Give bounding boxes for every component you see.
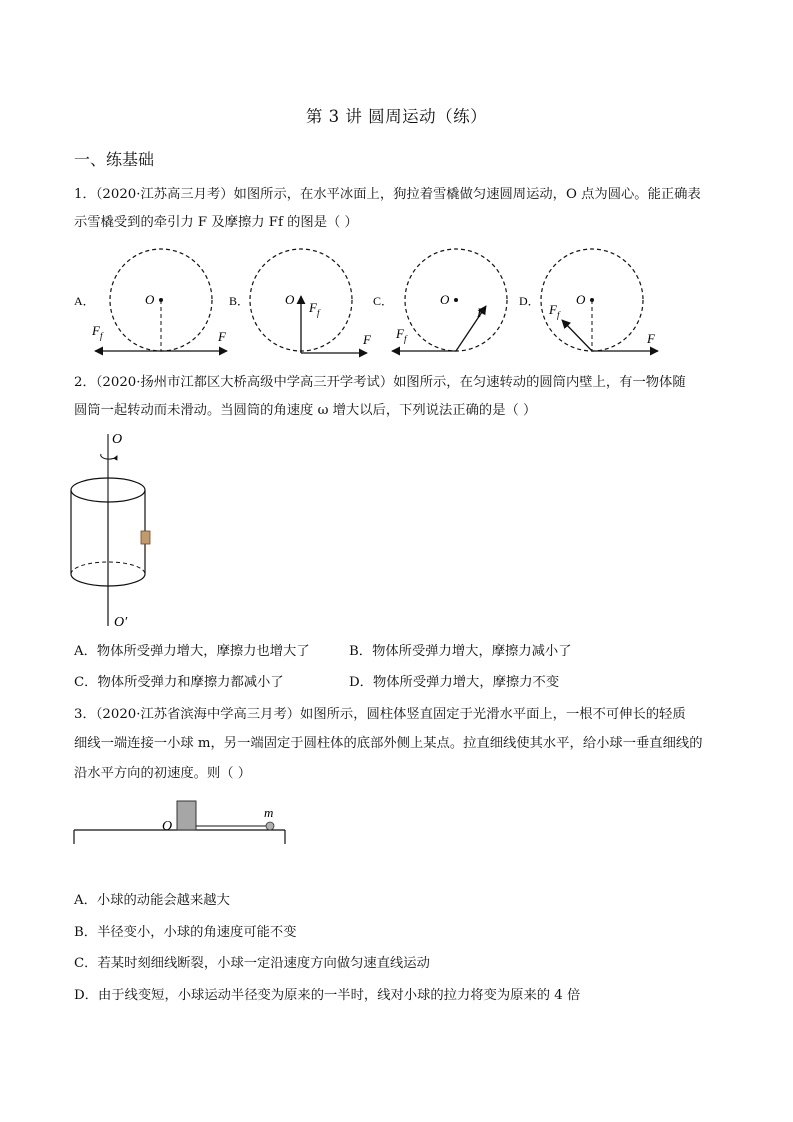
q1-figure-c: [373, 249, 507, 351]
center-label: O: [145, 292, 155, 307]
f-label: F: [647, 331, 655, 346]
ff-label: $F_f$: [396, 326, 407, 344]
center-point: [454, 298, 458, 302]
q3-option-a: A．小球的动能会越来越大: [74, 893, 230, 908]
q1-figure-a: [74, 249, 227, 351]
q3-stem-line2: 细线一端连接一小球 m，另一端固定于圆柱体的底部外侧上某点。拉直细线使其水平，给小球一垂直细线的: [74, 736, 703, 751]
q1-figure-panel: [0, 240, 793, 365]
q2-option-c: C．物体所受弹力和摩擦力都减小了: [74, 675, 284, 690]
q1-option-c-label: C．: [373, 294, 394, 308]
mass-m-label: m: [264, 805, 274, 820]
q1-stem-line2: 示雪橇受到的牵引力 F 及摩擦力 Ff 的图是（ ）: [74, 215, 358, 230]
q2-cylinder-figure: [60, 426, 180, 631]
friction-force-arrow: [562, 320, 592, 351]
q2-stem-line2: 圆筒一起转动而未滑动。当圆筒的角速度 ω 增大以后，下列说法正确的是（ ）: [74, 403, 537, 418]
q1-option-b-label: B．: [229, 294, 250, 308]
center-label: O: [576, 292, 586, 307]
ff-label: $F_f$: [309, 300, 320, 318]
q3-option-d: D．由于线变短，小球运动半径变为原来的一半时，线对小球的拉力将变为原来的 4 倍: [74, 988, 581, 1003]
q3-option-b: B．半径变小，小球的角速度可能不变: [74, 925, 297, 940]
rotation-arrow-icon: [101, 454, 117, 459]
f-label: F: [363, 332, 371, 347]
ff-label: $F_f$: [92, 323, 103, 341]
center-label: O: [285, 292, 295, 307]
q2-option-b: B．物体所受弹力增大，摩擦力减小了: [349, 644, 572, 659]
q3-figure: [70, 796, 300, 848]
q3-option-c: C．若某时刻细线断裂，小球一定沿速度方向做匀速直线运动: [74, 956, 430, 971]
q1-option-d-label: D．: [519, 294, 540, 308]
small-ball: [266, 822, 274, 830]
q3-stem-line1: 3．（2020·江苏省滨海中学高三月考）如图所示，圆柱体竖直固定于光滑水平面上，一根不可伸长的轻质: [74, 707, 686, 722]
q1-option-a-label: A．: [74, 294, 95, 308]
cylinder-post: [177, 801, 196, 830]
f-label: F: [477, 305, 485, 320]
section-heading: 一、练基础: [74, 150, 155, 169]
axis-top-label: O: [112, 432, 123, 447]
q2-option-d: D．物体所受弹力增大，摩擦力不变: [349, 675, 560, 690]
center-label: O: [440, 292, 450, 307]
q2-stem-line1: 2．（2020·扬州市江都区大桥高级中学高三开学考试）如图所示，在匀速转动的圆筒内壁上，有一物体随: [74, 375, 686, 390]
q1-stem-line1: 1．（2020·江苏高三月考）如图所示，在水平冰面上，狗拉着雪橇做匀速圆周运动，O 点为圆心。能正确表: [74, 187, 701, 202]
q1-figure-d: [519, 249, 658, 351]
q3-stem-line3: 沿水平方向的初速度。则（ ）: [74, 766, 252, 781]
page-title: 第 3 讲 圆周运动（练）: [305, 107, 488, 126]
q2-option-a: A．物体所受弹力增大，摩擦力也增大了: [74, 644, 310, 659]
object-block: [141, 531, 150, 544]
q1-figure-b: [229, 249, 372, 353]
axis-bottom-label: O′: [114, 615, 128, 630]
f-label: F: [218, 329, 226, 344]
point-o-label: O: [162, 819, 173, 834]
ff-label: $F_f$: [549, 302, 560, 320]
